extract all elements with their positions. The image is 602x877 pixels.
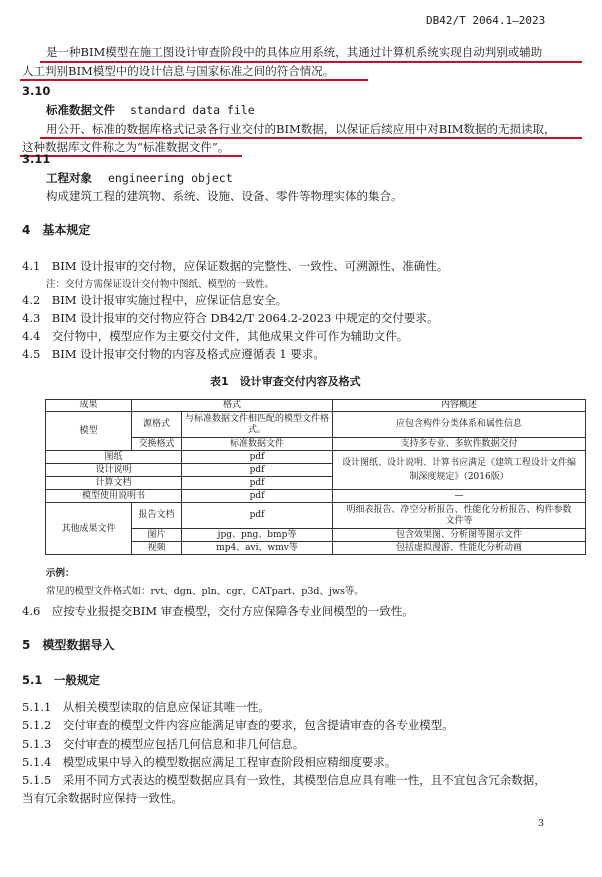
red-underline bbox=[40, 61, 582, 63]
clause-4-6: 4.6 应按专业报提交BIM 审查模型，交付方应保障各专业间模型的一致性。 bbox=[22, 604, 414, 618]
clause-5-1-3: 5.1.3 交付审查的模型应包括几何信息和非几何信息。 bbox=[22, 737, 305, 751]
intro-line-2: 人工判别BIM模型中的设计信息与国家标准之间的符合情况。 bbox=[22, 64, 335, 78]
clause-5-1-1: 5.1.1 从相关模型读取的信息应保证其唯一性。 bbox=[22, 700, 270, 714]
table-cell: mp4、avi、wmv等 bbox=[182, 542, 333, 555]
term-title: 标准数据文件 bbox=[46, 103, 115, 117]
clause-5-1-2: 5.1.2 交付审查的模型文件内容应能满足审查的要求，包含提请审查的各专业模型。 bbox=[22, 718, 454, 732]
table-cell: pdf bbox=[182, 490, 333, 503]
table-cell: 支持多专业、多软件数据交付 bbox=[333, 438, 586, 451]
subsection-heading: 5.1 一般规定 bbox=[22, 673, 100, 687]
example-label: 示例： bbox=[46, 568, 75, 579]
table-cell: 设计图纸、设计说明、计算书应满足《建筑工程设计文件编制深度规定》（2016版） bbox=[333, 451, 586, 490]
table-header-cell: 成果 bbox=[46, 400, 132, 412]
clause-4-1: 4.1 BIM 设计报审的交付物，应保证数据的完整性、一致性、可溯源性、准确性。 bbox=[22, 259, 449, 273]
clause-4-2: 4.2 BIM 设计报审实施过程中，应保证信息安全。 bbox=[22, 293, 288, 307]
table-cell: pdf bbox=[182, 451, 333, 464]
table-header-cell: 格式 bbox=[132, 400, 333, 412]
delivery-format-table bbox=[45, 399, 586, 555]
definition-text: 构成建筑工程的建筑物、系统、设施、设备、零件等物理实体的集合。 bbox=[46, 189, 403, 203]
red-underline bbox=[40, 137, 582, 139]
table-caption: 表1 设计审查交付内容及格式 bbox=[210, 375, 361, 388]
table-header-cell: 内容概述 bbox=[333, 400, 586, 412]
table-cell: 设计说明 bbox=[46, 464, 182, 477]
table-cell: 明细表报告、净空分析报告、性能化分析报告、构件参数文件等 bbox=[333, 503, 586, 529]
term-english: standard data file bbox=[130, 103, 255, 117]
table-cell: 模型 bbox=[46, 412, 132, 451]
clause-5-1-5-line-1: 5.1.5 采用不同方式表达的模型数据应具有一致性，其模型信息应具有唯一性，且不宜包含冗余数据， bbox=[22, 773, 546, 787]
table-cell: 计算文档 bbox=[46, 477, 182, 490]
clause-5-1-5-line-2: 当有冗余数据时应保持一致性。 bbox=[22, 791, 183, 805]
table-cell: 包括虚拟漫游、性能化分析动画 bbox=[333, 542, 586, 555]
table-cell: — bbox=[333, 490, 586, 503]
term-title: 工程对象 bbox=[46, 171, 92, 185]
doc-id-header: DB42/T 2064.1—2023 bbox=[426, 14, 546, 27]
table-cell: 其他成果文件 bbox=[46, 503, 132, 555]
table-cell: 包含效果图、分析图等图示文件 bbox=[333, 529, 586, 542]
table-cell: jpg、png、bmp等 bbox=[182, 529, 333, 542]
clause-note: 注：交付方需保证设计交付物中图纸、模型的一致性。 bbox=[46, 279, 275, 290]
table-cell: 与标准数据文件相匹配的模型文件格式。 bbox=[182, 412, 333, 438]
table-cell: 模型使用说明书 bbox=[46, 490, 182, 503]
table-cell: 源格式 bbox=[132, 412, 182, 438]
section-number: 3.11 bbox=[22, 152, 51, 166]
definition-line-1: 用公开、标准的数据库格式记录各行业交付的BIM数据，以保证后续应用中对BIM数据的无损读取， bbox=[46, 122, 556, 136]
section-heading: 5 模型数据导入 bbox=[22, 638, 115, 652]
definition-line-2: 这种数据库文件称之为“标准数据文件”。 bbox=[22, 140, 230, 154]
table-cell: pdf bbox=[182, 503, 333, 529]
intro-line-1: 是一种BIM模型在施工图设计审查阶段中的具体应用系统，其通过计算机系统实现自动判别或辅助 bbox=[46, 45, 543, 59]
table-cell: 交换格式 bbox=[132, 438, 182, 451]
table-cell: 图片 bbox=[132, 529, 182, 542]
table-cell: pdf bbox=[182, 464, 333, 477]
table-cell: 视频 bbox=[132, 542, 182, 555]
term-english: engineering object bbox=[108, 171, 233, 185]
table-cell: 图纸 bbox=[46, 451, 182, 464]
table-cell: 应包含构件分类体系和属性信息 bbox=[333, 412, 586, 438]
table-cell: 报告文档 bbox=[132, 503, 182, 529]
example-text: 常见的模型文件格式如：rvt、dgn、pln、cgr、CATpart、p3d、jws等。 bbox=[46, 586, 364, 597]
table-cell: pdf bbox=[182, 477, 333, 490]
clause-4-4: 4.4 交付物中，模型应作为主要交付文件，其他成果文件可作为辅助文件。 bbox=[22, 329, 409, 343]
section-heading: 4 基本规定 bbox=[22, 223, 91, 237]
page-number: 3 bbox=[538, 818, 545, 829]
red-underline bbox=[20, 79, 368, 81]
clause-4-5: 4.5 BIM 设计报审交付物的内容及格式应遵循表 1 要求。 bbox=[22, 347, 325, 361]
clause-4-3: 4.3 BIM 设计报审的交付物应符合 DB42/T 2064.2-2023 中规定的交付要求。 bbox=[22, 311, 439, 325]
red-underline bbox=[20, 155, 242, 157]
section-number: 3.10 bbox=[22, 84, 51, 98]
table-cell: 标准数据文件 bbox=[182, 438, 333, 451]
clause-5-1-4: 5.1.4 模型成果中导入的模型数据应满足工程审查阶段相应精细度要求。 bbox=[22, 755, 397, 769]
